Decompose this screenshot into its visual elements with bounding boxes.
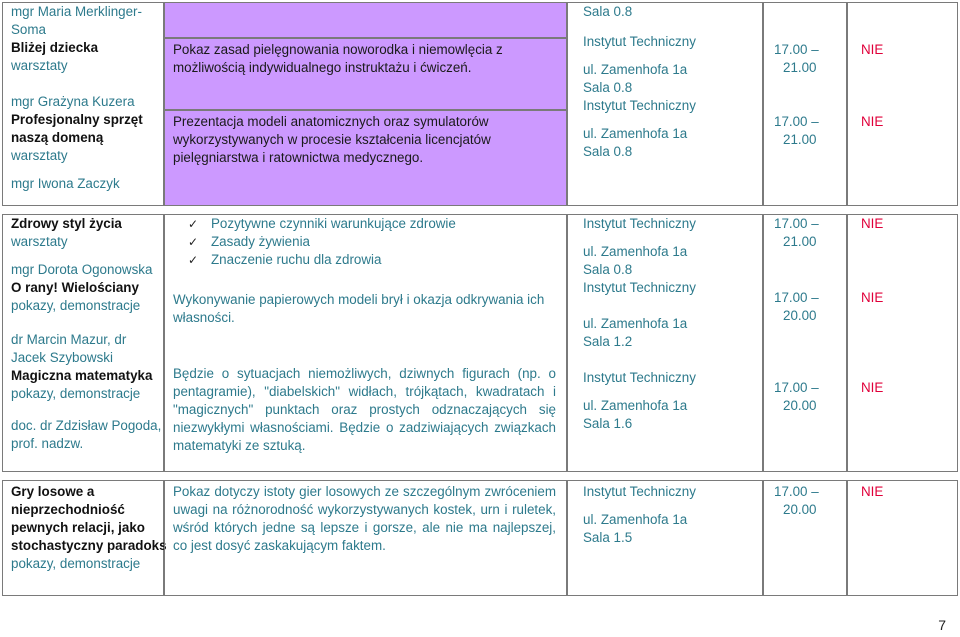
row2-place-2-street: ul. Zamenhofa 1a [583,316,688,331]
row1-person-2: mgr Iwona Zaczyk [11,176,120,191]
row1-place-2-street: ul. Zamenhofa 1a [583,126,688,141]
row1-description-2 [164,110,567,206]
row2-person-3b: prof. nadzw. [11,436,84,451]
row1-event-title-1: Bliżej dziecka [11,40,99,55]
check-icon: ✓ [188,217,199,231]
row2-flag-3: NIE [861,380,884,395]
row3-flag: NIE [861,484,884,499]
row2-event-type-2: pokazy, demonstracje [11,298,141,313]
row1-time-cell [763,2,847,206]
row3-event-title-d: stochastyczny paradoks [11,538,167,553]
row3-time-start: 17.00 – [774,484,819,499]
row2-place-1-institute: Instytut Techniczny [583,216,696,231]
row1-description-2-text: Prezentacja modeli anatomicznych oraz symulatorów wykorzystywanych w procesie kształcenia licencjatów pielęgniarstwa i ratownictwa medycznego. [173,114,491,165]
row2-bullet-3: ✓ Znaczenie ruchu dla zdrowia [188,252,382,267]
row3-place-institute: Instytut Techniczny [583,484,696,499]
row2-person-2a: dr Marcin Mazur, dr [11,332,127,347]
page-number: 7 [938,617,946,633]
row1-place-1-institute: Instytut Techniczny [583,34,696,49]
row2-event-type-1: warsztaty [11,234,68,249]
row2-place-3-street: ul. Zamenhofa 1a [583,398,688,413]
row1-time-2-end: 21.00 [783,132,817,147]
row2-description-3: Będzie o sytuacjach niemożliwych, dziwnych figurach (np. o pentagramie), "diabelskich" widłach, trójkątach, kwadratach i "magicznych" punktach oraz prostych odznaczających się niezwykłymi własnościami. Będzie o zadziwiających związkach matematyki ze sztuką. [173,366,556,453]
row1-place-1-room: Sala 0.8 [583,80,633,95]
row2-col1-cell [2,214,164,472]
row2-event-title-2-rest: Wielościany [61,280,139,295]
row2-time-2-start: 17.00 – [774,290,819,305]
row3-description: Pokaz dotyczy istoty gier losowych ze szczególnym zwróceniem uwagi na różnorodność wykorzystywanych kostek, urn i ruletek, wśród których jedne są lepsze i gorsze, ale nie ma najlepszej, co jest dosyć zaskakującym faktem. [173,484,556,553]
row2-event-title-2: O rany! [11,280,58,295]
row2-place-2-institute: Instytut Techniczny [583,280,696,295]
row2-description-2: Wykonywanie papierowych modeli brył i okazja odkrywania ich własności. [173,292,545,325]
row1-description-1-text: Pokaz zasad pielęgnowania noworodka i niemowlęcia z możliwością indywidualnego instruktażu i ćwiczeń. [173,42,503,75]
row1-place-2-institute: Instytut Techniczny [583,98,696,113]
row2-flag-cell [847,214,958,472]
row1-place-top: Sala 0.8 [583,4,633,19]
row2-place-2-room: Sala 1.2 [583,334,633,349]
row1-time-1-start: 17.00 – [774,42,819,57]
row3-flag-cell [847,480,958,596]
row2-person-3a: doc. dr Zdzisław Pogoda, [11,418,162,433]
row2-time-1-end: 21.00 [783,234,817,249]
row2-desc-cell [164,214,567,472]
row1-place-cell [567,2,763,206]
row1-person-1: mgr Grażyna Kuzera [11,94,135,109]
row2-time-2-end: 20.00 [783,308,817,323]
row2-event-type-3: pokazy, demonstracje [11,386,141,401]
row1-event-type-2: warsztaty [11,148,68,163]
row1-author-top: mgr Maria Merklinger- [11,4,142,19]
row1-description-1 [164,38,567,110]
row2-place-1-street: ul. Zamenhofa 1a [583,244,688,259]
check-icon: ✓ [188,235,199,249]
row3-event-title-b: nieprzechodniość [11,502,125,517]
row2-event-title-3: Magiczna matematyka [11,368,153,383]
row3-desc-cell [164,480,567,596]
row1-place-2-room: Sala 0.8 [583,144,633,159]
row1-flag-1: NIE [861,42,884,57]
row2-person-2b: Jacek Szybowski [11,350,113,365]
row2-place-3-room: Sala 1.6 [583,416,633,431]
row3-time-end: 20.00 [783,502,817,517]
row1-flag-2: NIE [861,114,884,129]
row2-time-3-start: 17.00 – [774,380,819,395]
row2-flag-2: NIE [861,290,884,305]
row2-bullet-1: ✓ Pozytywne czynniki warunkujące zdrowie [188,216,456,231]
row1-event-type-1: warsztaty [11,58,68,73]
check-icon: ✓ [188,253,199,267]
row2-bullet-2: ✓ Zasady żywienia [188,234,310,249]
row2-flag-1: NIE [861,216,884,231]
row1-event-title-2a: Profesjonalny sprzęt [11,112,143,127]
row2-event-title-1: Zdrowy styl życia [11,216,122,231]
row1-flag-cell [847,2,958,206]
row2-time-1-start: 17.00 – [774,216,819,231]
row2-time-cell [763,214,847,472]
row2-place-1-room: Sala 0.8 [583,262,633,277]
row3-event-title-a: Gry losowe a [11,484,95,499]
row3-place-street: ul. Zamenhofa 1a [583,512,688,527]
row3-time-cell [763,480,847,596]
row1-time-1-end: 21.00 [783,60,817,75]
row3-place-cell [567,480,763,596]
row2-place-cell [567,214,763,472]
row3-event-title-c: pewnych relacji, jako [11,520,145,535]
row1-place-1-street: ul. Zamenhofa 1a [583,62,688,77]
row3-place-room: Sala 1.5 [583,530,633,545]
row2-time-3-end: 20.00 [783,398,817,413]
row1-author-top-cont: Soma [11,22,46,37]
row1-col1-cell [2,2,164,206]
row2-person-1: mgr Dorota Ogonowska [11,262,153,277]
row2-place-3-institute: Instytut Techniczny [583,370,696,385]
row3-col1-cell [2,480,167,596]
row1-event-title-2b: naszą domeną [11,130,104,145]
row1-col2-top [164,2,567,38]
row1-time-2-start: 17.00 – [774,114,819,129]
row3-event-type: pokazy, demonstracje [11,556,141,571]
